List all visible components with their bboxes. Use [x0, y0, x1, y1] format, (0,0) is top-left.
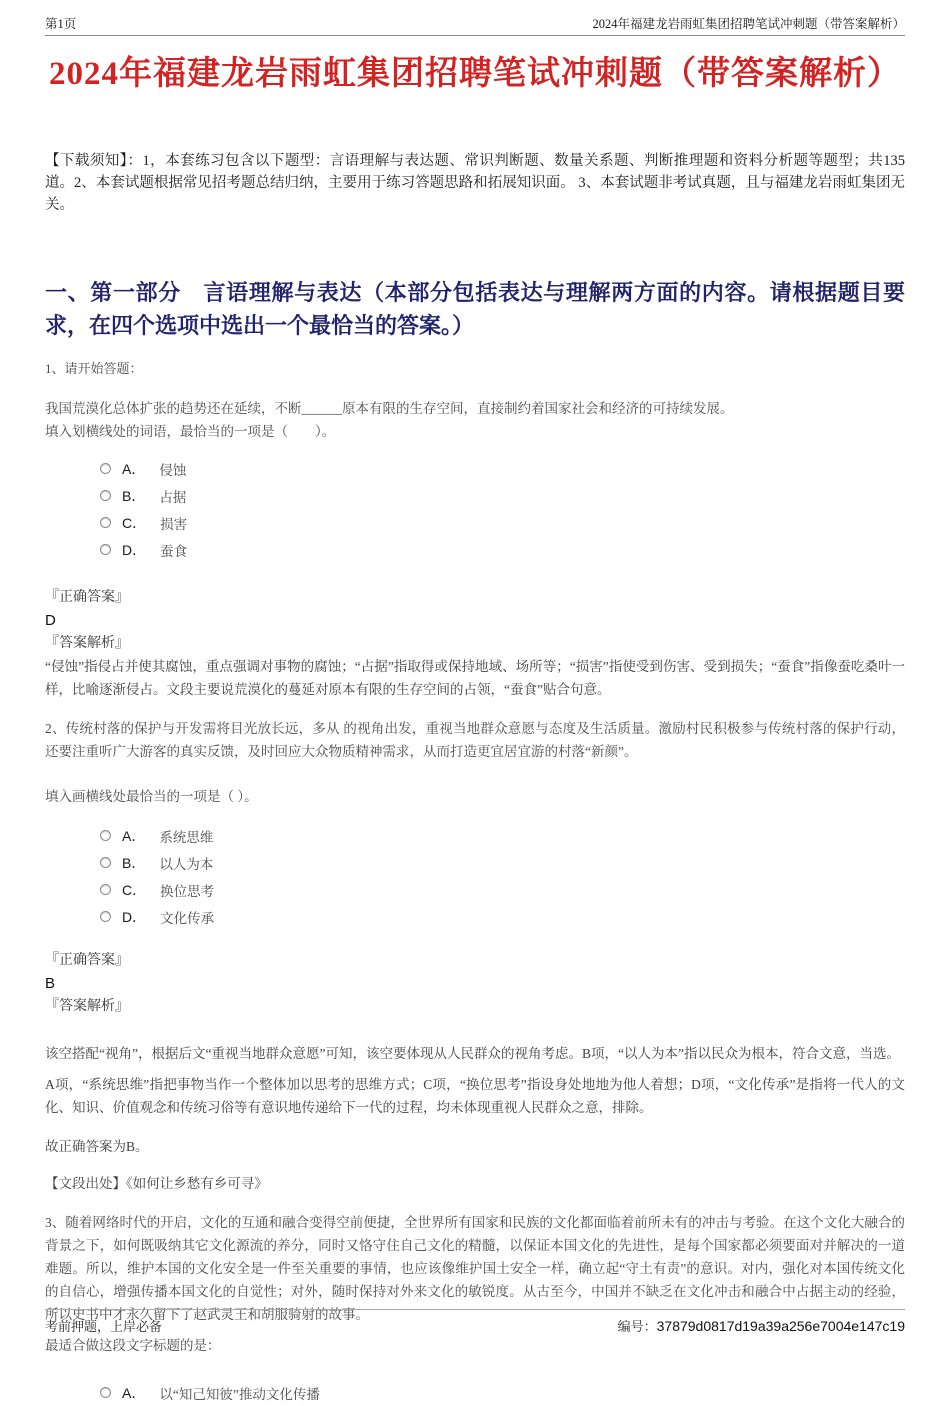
option-letter: A． — [122, 460, 146, 477]
option-label: 以人为本 — [159, 856, 214, 872]
question-1-option-c[interactable] — [45, 509, 905, 536]
radio-button[interactable] — [100, 857, 111, 868]
question-1-option-b[interactable] — [45, 482, 905, 509]
question-1-option-a[interactable] — [45, 455, 905, 482]
question-1 — [45, 358, 905, 701]
radio-button[interactable] — [100, 490, 111, 501]
option-label: 损害 — [160, 516, 188, 532]
question-2-options — [45, 822, 905, 930]
question-1-option-d[interactable] — [45, 536, 905, 563]
footer-serial — [618, 1316, 905, 1335]
correct-answer-label: 『正确答案』 — [45, 590, 129, 605]
radio-button[interactable] — [100, 911, 111, 922]
option-label: 侵蚀 — [159, 462, 187, 478]
option-label: 占据 — [159, 489, 187, 505]
header-doc-title: 2024年福建龙岩雨虹集团招聘笔试冲刺题（带答案解析） — [592, 17, 905, 31]
option-letter: A． — [122, 827, 146, 844]
option-label: 蚕食 — [160, 543, 188, 559]
question-2-option-a[interactable] — [45, 822, 905, 849]
footer-slogan: 考前押题，上岸必备 — [45, 1319, 163, 1334]
question-2-body: 2、传统村落的保护与开发需将目光放长远，多从 的视角出发，重视当地群众意愿与态度及生活质量。激励村民积极参与传统村落的保护行动，还要注重听广大游客的真实反馈，及时回应大众物质精神需求，从而打造更宜居宜游的村落“新颜”。 — [45, 721, 905, 759]
option-letter: D． — [122, 908, 147, 925]
correct-answer-value: B — [45, 975, 56, 992]
question-3-body: 3、随着网络时代的开启，文化的互通和融合变得空前便捷，全世界所有国家和民族的文化都面临着前所未有的冲击与考验。在这个文化大融合的背景之下，如何既吸纳其它文化源流的养分，同时又恪守住自己文化的精髓，以保证本国文化的先进性，是每个国家都必须要面对并解决的一道难题。所以，维护本国的文化安全是一件至关重要的事情，也应该像维护国土安全一样，确立起“守土有责”的意识。对内，强化对本国传统文化的自信心，增强传播本国文化的自觉性；对外，随时保持对外来文化的敏锐度。从古至今，中国并不缺乏在文化冲击和融合中占据主动的经验，所以史书中才永久留下了赵武灵王和胡服骑射的故事。 — [45, 1215, 905, 1322]
answer-analysis-label: 『答案解析』 — [45, 999, 129, 1014]
question-1-prompt: 填入划横线处的词语，最恰当的一项是（ ）。 — [45, 424, 336, 439]
page-header — [45, 0, 905, 36]
option-letter: B． — [122, 487, 146, 504]
option-letter: B． — [122, 854, 146, 871]
question-2-option-d[interactable] — [45, 903, 905, 930]
footer-serial-value: 37879d0817d19a39a256e7004e147c19 — [656, 1318, 905, 1334]
option-label: 换位思考 — [160, 883, 215, 899]
page-footer — [45, 1309, 905, 1335]
question-1-intro: 1、请开始答题： — [45, 361, 143, 376]
question-3-prompt: 最适合做这段文字标题的是： — [45, 1338, 221, 1353]
correct-answer-value: D — [45, 612, 56, 629]
question-1-options — [45, 455, 905, 563]
radio-button[interactable] — [100, 517, 111, 528]
document-title: 2024年福建龙岩雨虹集团招聘笔试冲刺题（带答案解析） — [49, 56, 901, 92]
question-2-option-c[interactable] — [45, 876, 905, 903]
footer-serial-label: 编号： — [617, 1319, 657, 1334]
answer-analysis-text: A项，“系统思维”指把事物当作一个整体加以思考的思维方式；C项，“换位思考”指设身处地地为他人着想；D项，“文化传承”是指将一代人的文化、知识、价值观念和传统习俗等有意识地传递给下一代的过程，均未体现重视人民群众之意，排除。 — [45, 1077, 905, 1115]
answer-analysis-label: 『答案解析』 — [45, 636, 129, 651]
option-label: 系统思维 — [159, 829, 214, 845]
question-2-option-b[interactable] — [45, 849, 905, 876]
answer-analysis-text: 该空搭配“视角”，根据后文“重视当地群众意愿”可知，该空要体现从人民群众的视角考虑。B项，“以人为本”指以民众为根本，符合文意，当选。 — [45, 1046, 900, 1061]
answer-analysis-text: “侵蚀”指侵占并使其腐蚀，重点强调对事物的腐蚀；“占据”指取得或保持地域、场所等；“损害”指使受到伤害、受到损失；“蚕食”指像蚕吃桑叶一样，比喻逐渐侵占。文段主要说荒漠化的蔓延对原本有限的生存空间的占领，“蚕食”贴合句意。 — [45, 659, 905, 697]
radio-button[interactable] — [100, 830, 111, 841]
option-label: 以“知己知彼”推动文化传播 — [159, 1386, 320, 1402]
question-2 — [45, 717, 905, 1195]
question-3-options — [45, 1379, 905, 1406]
radio-button[interactable] — [100, 463, 111, 474]
header-page-number: 第1页 — [45, 17, 77, 31]
answer-conclusion: 故正确答案为B。 — [45, 1139, 149, 1154]
correct-answer-label: 『正确答案』 — [45, 953, 129, 968]
question-2-prompt: 填入画横线处最恰当的一项是（ ）。 — [45, 789, 258, 804]
option-label: 文化传承 — [160, 910, 215, 926]
passage-source: 【文段出处】《如何让乡愁有乡可寻》 — [45, 1176, 268, 1191]
option-letter: D． — [122, 541, 147, 558]
radio-button[interactable] — [100, 544, 111, 555]
question-1-body: 我国荒漠化总体扩张的趋势还在延续，不断______原本有限的生存空间，直接制约着国家社会和经济的可持续发展。 — [45, 401, 734, 416]
radio-button[interactable] — [100, 884, 111, 895]
section-heading: 一、第一部分 言语理解与表达（本部分包括表达与理解两方面的内容。请根据题目要求，在四个选项中选出一个最恰当的答案。） — [45, 280, 905, 338]
option-letter: C． — [122, 881, 147, 898]
option-letter: C． — [122, 514, 147, 531]
option-letter: A． — [122, 1384, 146, 1401]
question-3-option-a[interactable] — [45, 1379, 905, 1406]
download-notice: 【下载须知】：1，本套练习包含以下题型：言语理解与表达题、常识判断题、数量关系题、判断推理题和资料分析题等题型；共135道。2、本套试题根据常见招考题总结归纳，主要用于练习答题思路和拓展知识面。 3、本套试题非考试真题，且与福建龙岩雨虹集团无关。 — [45, 153, 905, 213]
radio-button[interactable] — [100, 1387, 111, 1398]
